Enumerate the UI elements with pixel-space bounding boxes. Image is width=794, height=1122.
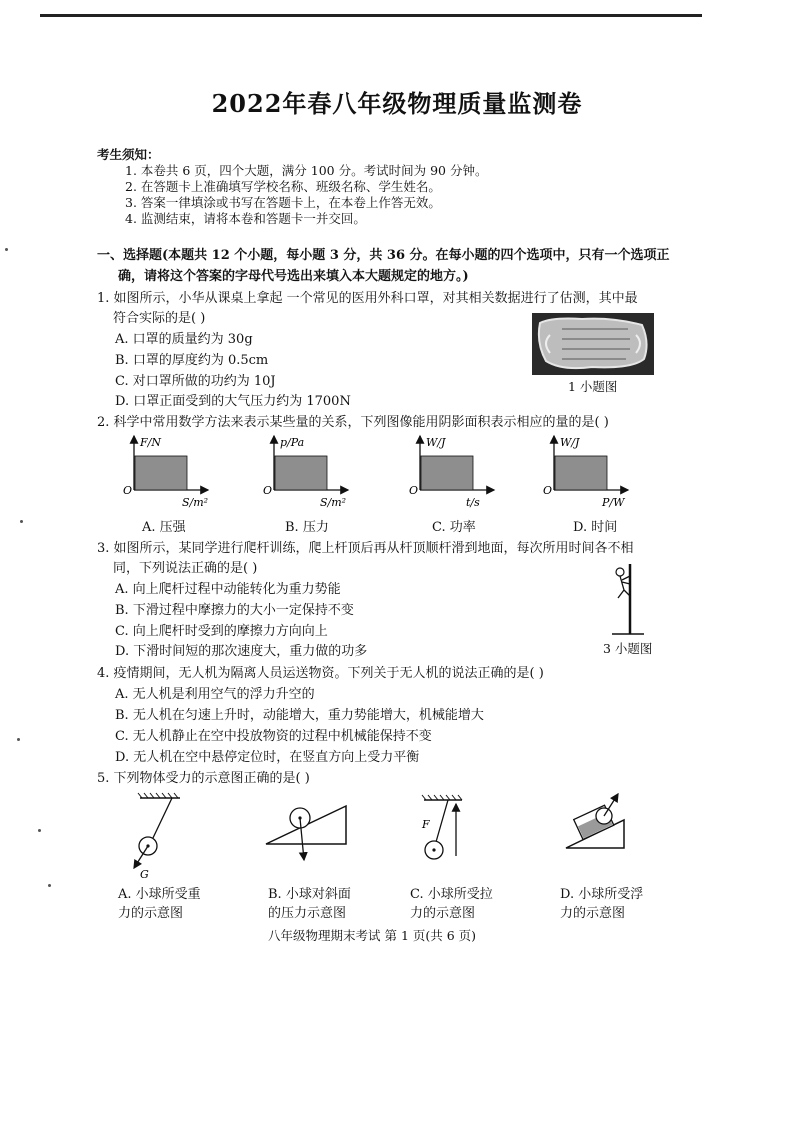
q2-graph-d-origin: O — [543, 484, 553, 497]
q5-caption-a-line2: 力的示意图 — [118, 906, 184, 921]
q2-graph-c — [409, 436, 494, 509]
q2-graph-a-ylabel: F/N — [140, 436, 161, 449]
q1-stem-line1: 1. 如图所示，小华从课桌上拿起 一个常见的医用外科口罩，对其相关数据进行了估测，其中最 — [97, 291, 638, 306]
q4-option-a: A. 无人机是利用空气的浮力升空的 — [115, 687, 315, 702]
q3-stem-line2: 同，下列说法正确的是( ) — [113, 561, 258, 576]
scan-speck — [20, 520, 23, 523]
q1-stem-line2: 符合实际的是( ) — [113, 311, 206, 326]
q2-graph-a — [123, 436, 208, 509]
q3-option-a: A. 向上爬杆过程中动能转化为重力势能 — [115, 582, 341, 597]
q2-graph-c-origin: O — [409, 484, 419, 497]
q4-option-b: B. 无人机在匀速上升时，动能增大，重力势能增大，机械能增大 — [115, 708, 484, 723]
top-rule — [40, 14, 702, 17]
q5-caption-b-line2: 的压力示意图 — [268, 906, 347, 921]
q4-stem: 4. 疫情期间，无人机为隔离人员运送物资。下列关于无人机的说法正确的是( ) — [97, 666, 544, 681]
q2-graph-d — [543, 436, 628, 509]
q3-figure-caption: 3 小题图 — [603, 641, 653, 656]
q1-option-b: B. 口罩的厚度约为 0.5cm — [115, 353, 269, 368]
scan-speck — [38, 829, 41, 832]
pole-climb-figure — [606, 560, 646, 636]
q2-graph-d-xlabel: P/W — [602, 496, 625, 509]
q2-graph-c-xlabel: t/s — [466, 496, 480, 509]
q5-caption-d-line1: D. 小球所受浮 — [560, 887, 644, 902]
q5-figure-d — [566, 794, 624, 848]
notice-item-3: 3. 答案一律填涂或书写在答题卡上，在本卷上作答无效。 — [125, 195, 441, 210]
q5-caption-a-line1: A. 小球所受重 — [118, 887, 201, 902]
q2-graph-b-xlabel: S/m² — [320, 496, 347, 509]
scan-speck — [48, 884, 51, 887]
section1-header-line1: 一、选择题(本题共 12 个小题，每小题 3 分，共 36 分。在每小题的四个选项中，只有一个选项正 — [97, 248, 670, 263]
q5-caption-b-line1: B. 小球对斜面 — [268, 887, 351, 902]
q2-caption-c: C. 功率 — [432, 520, 476, 535]
q5-caption-c-line1: C. 小球所受拉 — [410, 887, 493, 902]
scan-speck — [17, 738, 20, 741]
notice-item-2: 2. 在答题卡上准确填写学校名称、班级名称、学生姓名。 — [125, 179, 441, 194]
q2-caption-b: B. 压力 — [285, 520, 329, 535]
q2-graph-d-ylabel: W/J — [560, 436, 580, 449]
q3-option-b: B. 下滑过程中摩擦力的大小一定保持不变 — [115, 603, 354, 618]
q1-option-a: A. 口罩的质量约为 30g — [115, 332, 253, 347]
q2-graph-b-ylabel: p/Pa — [280, 436, 305, 449]
q2-caption-d: D. 时间 — [573, 520, 618, 535]
q2-graph-b — [263, 436, 348, 509]
q5-figure-c-label: F — [422, 818, 430, 831]
notice-item-4: 4. 监测结束，请将本卷和答题卡一并交回。 — [125, 211, 366, 226]
q5-stem: 5. 下列物体受力的示意图正确的是( ) — [97, 771, 310, 786]
q1-option-d: D. 口罩正面受到的大气压力约为 1700N — [115, 394, 351, 409]
q2-graph-a-origin: O — [123, 484, 133, 497]
q5-figure-c — [421, 795, 462, 859]
q5-figure-b — [266, 806, 346, 860]
q2-stem: 2. 科学中常用数学方法来表示某些量的关系，下列图像能用阴影面积表示相应的量的是( ) — [97, 415, 609, 430]
q1-figure-caption: 1 小题图 — [568, 379, 618, 394]
q4-option-c: C. 无人机静止在空中投放物资的过程中机械能保持不变 — [115, 729, 432, 744]
section1-header-line2: 确，请将这个答案的字母代号选出来填入本大题规定的地方。) — [118, 269, 469, 284]
page-title: 2022年春八年级物理质量监测卷 — [211, 89, 583, 118]
q5-figure-a — [134, 793, 180, 880]
q2-graph-b-origin: O — [263, 484, 273, 497]
q4-option-d: D. 无人机在空中悬停定位时，在竖直方向上受力平衡 — [115, 750, 420, 765]
q2-graph-a-xlabel: S/m² — [182, 496, 209, 509]
notice-heading: 考生须知： — [97, 147, 160, 162]
q5-caption-c-line2: 力的示意图 — [410, 906, 476, 921]
q5-figures — [118, 790, 678, 880]
notice-item-1: 1. 本卷共 6 页，四个大题，满分 100 分。考试时间为 90 分钟。 — [125, 163, 488, 178]
q5-caption-d-line2: 力的示意图 — [560, 906, 626, 921]
q2-graphs — [120, 432, 680, 516]
page-footer: 八年级物理期末考试 第 1 页(共 6 页) — [268, 928, 477, 943]
mask-photo — [532, 313, 654, 375]
q2-graph-c-ylabel: W/J — [426, 436, 446, 449]
q2-caption-a: A. 压强 — [142, 520, 186, 535]
q5-figure-a-label: G — [140, 868, 149, 880]
q1-option-c: C. 对口罩所做的功约为 10J — [115, 374, 276, 389]
q3-option-d: D. 下滑时间短的那次速度大，重力做的功多 — [115, 644, 368, 659]
q3-stem-line1: 3. 如图所示，某同学进行爬杆训练，爬上杆顶后再从杆顶顺杆滑到地面，每次所用时间各不相 — [97, 541, 634, 556]
scan-speck — [5, 248, 8, 251]
q3-option-c: C. 向上爬杆时受到的摩擦力方向向上 — [115, 624, 328, 639]
